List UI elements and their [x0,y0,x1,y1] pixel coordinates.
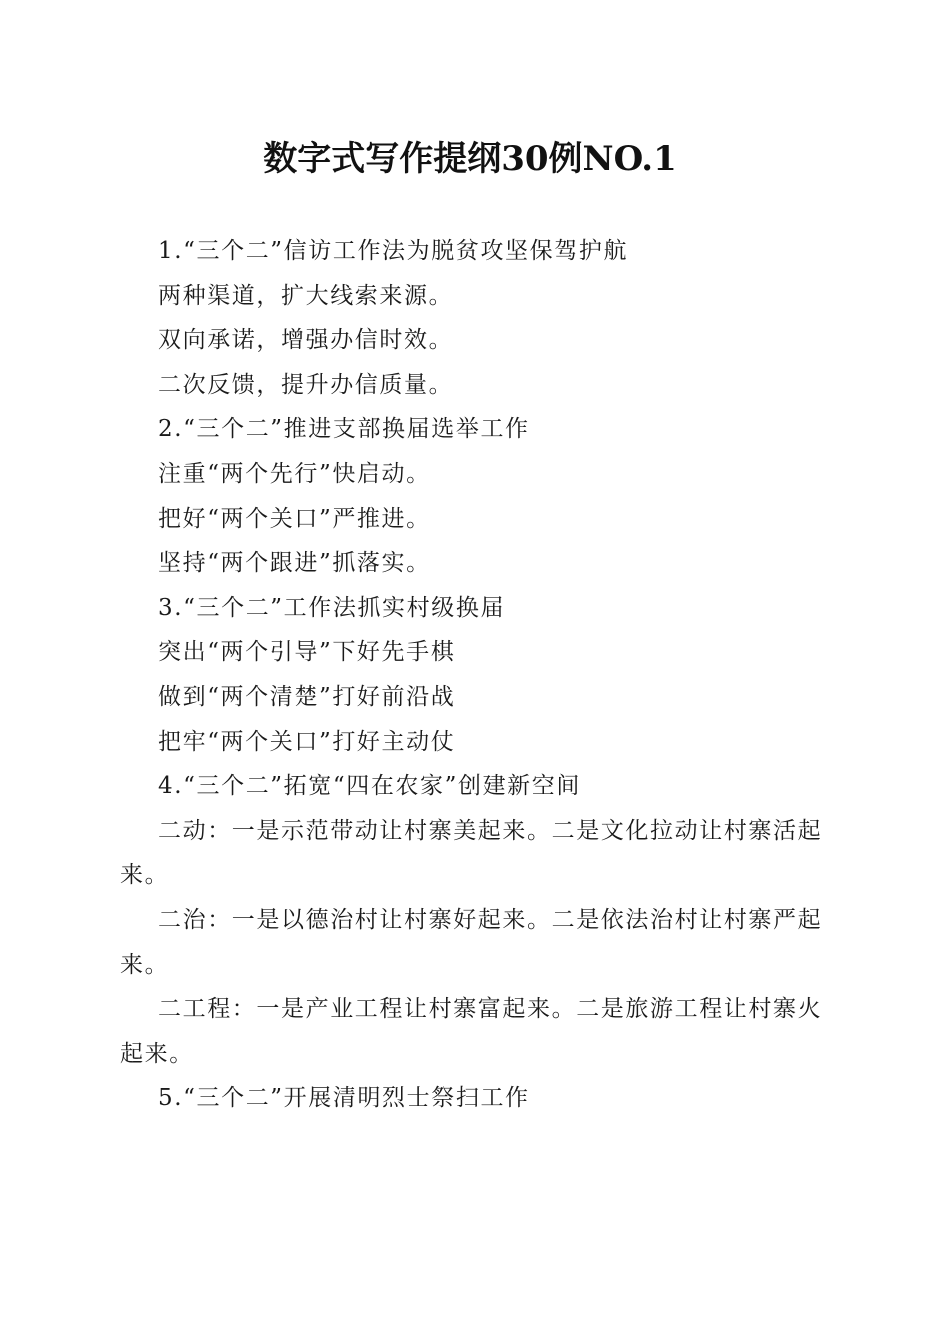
list-item: 做到“两个清楚”打好前沿战 [158,683,456,710]
document-body [120,229,832,1121]
list-item: 注重“两个先行”快启动。 [158,460,431,487]
list-item: 双向承诺，增强办信时效。 [158,327,454,354]
heading-item-3: 3.“三个二”工作法抓实村级换届 [158,594,506,621]
list-item: 二动：一是示范带动让村寨美起来。二是文化拉动让村寨活起来。 [120,817,823,889]
list-item: 两种渠道，扩大线索来源。 [158,282,454,309]
list-item: 二治：一是以德治村让村寨好起来。二是依法治村让村寨严起来。 [120,906,823,978]
heading-item-5: 5.“三个二”开展清明烈士祭扫工作 [158,1085,530,1112]
list-item: 坚持“两个跟进”抓落实。 [158,550,431,577]
list-item: 把牢“两个关口”打好主动仗 [158,728,456,755]
heading-item-2: 2.“三个二”推进支部换届选举工作 [158,416,530,443]
heading-item-1: 1.“三个二”信访工作法为脱贫攻坚保驾护航 [158,238,629,264]
list-item: 突出“两个引导”下好先手棋 [158,639,456,666]
heading-item-4: 4.“三个二”拓宽“四在农家”创建新空间 [158,773,581,800]
list-item: 二工程：一是产业工程让村寨富起来。二是旅游工程让村寨火起来。 [120,996,823,1067]
list-item: 把好“两个关口”严推进。 [158,505,431,532]
document-title: 数字式写作提纲30例NO.1 [263,139,677,179]
list-item: 二次反馈，提升办信质量。 [158,371,454,398]
